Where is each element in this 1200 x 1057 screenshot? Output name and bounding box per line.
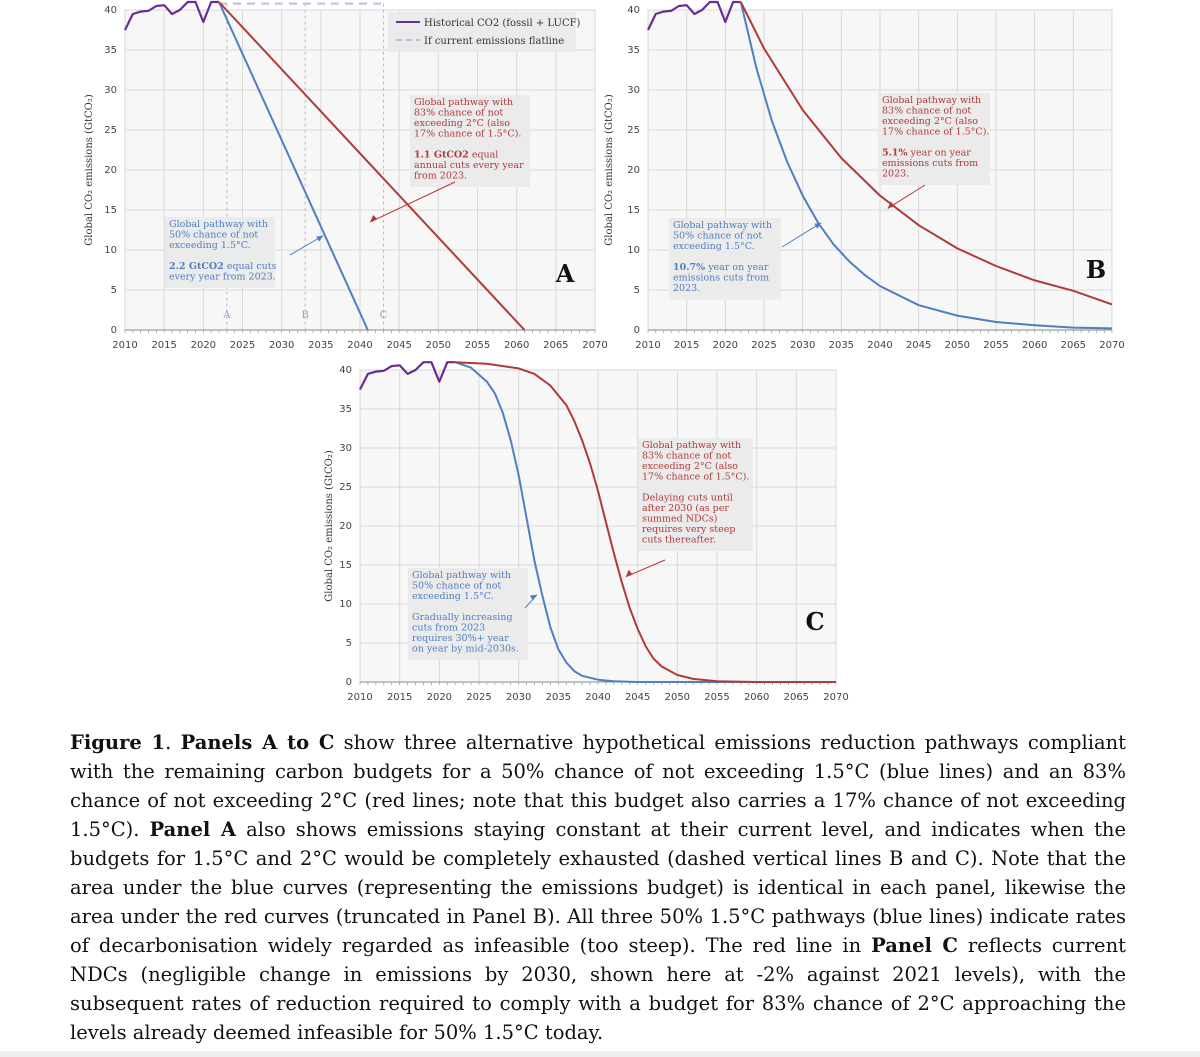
- y-tick-label: 0: [345, 677, 352, 688]
- y-tick-label: 35: [104, 45, 117, 56]
- annotation-2c-text: exceeding 2°C (also: [414, 118, 510, 129]
- annotation-2c-detail: summed NDCs): [642, 513, 718, 525]
- caption-panels-label: Panels A to C: [180, 731, 335, 754]
- annotation-1p5c-detail: emissions cuts from: [673, 272, 770, 284]
- x-tick-label: 2025: [466, 692, 492, 703]
- y-tick-label: 5: [110, 285, 117, 296]
- x-tick-label: 2070: [823, 692, 849, 703]
- annotation-2c-detail: cuts thereafter.: [642, 534, 717, 546]
- annotation-2c-detail: after 2030 (as per: [642, 503, 729, 514]
- y-tick-label: 35: [627, 45, 640, 56]
- panel-label: A: [555, 259, 575, 288]
- x-tick-label: 2045: [624, 692, 651, 703]
- budget-marker-label: C: [379, 310, 388, 321]
- annotation-1p5c-detail: on year by mid-2030s.: [412, 643, 519, 655]
- annotation-1p5c-detail: every year from 2023.: [169, 271, 276, 283]
- annotation-1p5c-detail: cuts from 2023: [412, 622, 486, 634]
- caption-figure-label: Figure 1: [70, 731, 166, 754]
- annotation-2c-detail-text: equal: [468, 149, 499, 161]
- x-tick-label: 2055: [464, 340, 491, 351]
- annotation-2c-detail: 2023.: [882, 168, 910, 180]
- annotation-2c-detail: [414, 150, 498, 161]
- annotation-2c-text: 17% chance of 1.5°C).: [642, 471, 750, 483]
- annotation-2c-detail: emissions cuts from: [882, 158, 979, 169]
- annotation-1p5c-text: 50% chance of not: [169, 229, 259, 241]
- y-tick-label: 30: [104, 85, 117, 96]
- y-axis-label: Global CO₂ emissions (GtCO₂): [324, 450, 335, 602]
- x-tick-label: 2015: [386, 692, 413, 703]
- annotation-1p5c-detail: 2023.: [673, 283, 701, 294]
- annotation-2c-detail: annual cuts every year: [414, 160, 524, 171]
- x-tick-label: 2010: [635, 340, 661, 351]
- annotation-2c-text: Global pathway with: [414, 97, 514, 108]
- panel-b-chart: [600, 0, 1140, 360]
- x-tick-label: 2070: [582, 340, 608, 351]
- x-tick-label: 2030: [789, 340, 816, 351]
- legend-historical-label: Historical CO2 (fossil + LUCF): [424, 18, 581, 29]
- y-tick-label: 25: [627, 125, 640, 136]
- x-tick-label: 2050: [944, 340, 971, 351]
- budget-marker-label: A: [223, 310, 231, 321]
- annotation-1p5c-text: 50% chance of not: [673, 230, 763, 242]
- annotation-1p5c-text: exceeding 1.5°C.: [169, 240, 251, 251]
- x-tick-label: 2035: [545, 692, 572, 703]
- x-tick-label: 2060: [1021, 340, 1048, 351]
- caption-text: reflects current NDCs (negligible change in emissions by 2030, shown here at -2% against 2021 levels), with the subsequent rates of reduction required to comply with a budget for 83% chance of 2°C approaching the levels already deemed infeasible for 50% 1.5°C today.: [70, 934, 1126, 1044]
- x-tick-label: 2040: [347, 340, 373, 351]
- x-tick-label: 2030: [268, 340, 295, 351]
- annotation-1p5c-detail-bold: 10.7%: [673, 262, 706, 273]
- y-axis-label: Global CO₂ emissions (GtCO₂): [84, 94, 95, 246]
- annotation-2c-text: exceeding 2°C (also: [642, 461, 738, 472]
- x-tick-label: 2045: [905, 340, 932, 351]
- panel-c-chart: [320, 360, 860, 720]
- x-tick-label: 2030: [505, 692, 532, 703]
- x-tick-label: 2055: [983, 340, 1009, 351]
- annotation-2c-text: 17% chance of 1.5°C).: [414, 128, 522, 140]
- y-tick-label: 35: [339, 404, 352, 415]
- y-tick-label: 15: [627, 205, 640, 216]
- y-tick-label: 15: [339, 560, 352, 571]
- x-tick-label: 2065: [543, 340, 569, 351]
- annotation-2c-text: 17% chance of 1.5°C).: [882, 126, 990, 138]
- annotation-1p5c-detail: [169, 261, 277, 272]
- x-tick-label: 2035: [308, 340, 334, 351]
- annotation-2c-text: 83% chance of not: [414, 107, 504, 119]
- caption-text: .: [165, 731, 181, 754]
- budget-marker-label: B: [301, 310, 309, 321]
- caption-panel-c-label: Panel C: [871, 934, 958, 957]
- x-tick-label: 2065: [783, 692, 810, 703]
- y-tick-label: 0: [633, 325, 640, 336]
- x-tick-label: 2060: [743, 692, 770, 703]
- x-tick-label: 2055: [704, 692, 730, 703]
- annotation-2c-detail: from 2023.: [414, 170, 468, 182]
- annotation-2c-text: Global pathway with: [642, 440, 742, 451]
- y-tick-label: 5: [345, 638, 352, 649]
- x-tick-label: 2035: [828, 340, 855, 351]
- annotation-1p5c-detail: requires 30%+ year: [412, 633, 509, 644]
- annotation-2c-detail: requires very steep: [642, 524, 736, 535]
- x-tick-label: 2015: [673, 340, 700, 351]
- y-tick-label: 20: [627, 165, 640, 176]
- y-tick-label: 5: [633, 285, 640, 296]
- x-tick-label: 2045: [386, 340, 412, 351]
- annotation-2c-detail-bold: 5.1%: [882, 147, 908, 159]
- x-tick-label: 2070: [1099, 340, 1125, 351]
- y-tick-label: 25: [339, 482, 352, 493]
- y-tick-label: 20: [104, 165, 117, 176]
- y-axis-label: Global CO₂ emissions (GtCO₂): [604, 94, 615, 246]
- y-tick-label: 40: [627, 5, 640, 16]
- x-tick-label: 2050: [664, 692, 691, 703]
- y-tick-label: 10: [104, 245, 117, 256]
- y-tick-label: 40: [339, 365, 352, 376]
- annotation-1p5c-detail-text: equal cuts: [223, 261, 277, 272]
- annotation-1p5c-text: Global pathway with: [673, 220, 773, 231]
- annotation-1p5c-text: Global pathway with: [412, 570, 512, 581]
- annotation-2c-text: Global pathway with: [882, 95, 982, 106]
- x-tick-label: 2015: [151, 340, 177, 351]
- legend-flatline-label: If current emissions flatline: [424, 36, 565, 47]
- y-tick-label: 20: [339, 521, 352, 532]
- y-tick-label: 25: [104, 125, 117, 136]
- annotation-1p5c-text: exceeding 1.5°C.: [412, 591, 494, 602]
- annotation-1p5c-detail: Gradually increasing: [412, 612, 513, 623]
- figure-caption: [70, 728, 1126, 1047]
- y-tick-label: 30: [339, 443, 352, 454]
- panel-label: C: [805, 607, 825, 636]
- x-tick-label: 2020: [712, 340, 739, 351]
- annotation-1p5c-detail-text: year on year: [705, 262, 769, 273]
- x-tick-label: 2040: [585, 692, 611, 703]
- annotation-2c-text: 83% chance of not: [642, 450, 732, 462]
- panel-label: B: [1085, 255, 1107, 284]
- x-tick-label: 2040: [867, 340, 893, 351]
- page-bottom-edge: [0, 1051, 1200, 1057]
- annotation-2c-text: 83% chance of not: [882, 105, 972, 117]
- y-tick-label: 10: [627, 245, 640, 256]
- x-tick-label: 2020: [190, 340, 217, 351]
- panel-a-chart: [80, 0, 608, 360]
- x-tick-label: 2020: [426, 692, 453, 703]
- y-tick-label: 15: [104, 205, 117, 216]
- annotation-2c-text: exceeding 2°C (also: [882, 116, 978, 127]
- caption-text: also shows emissions staying constant at their current level, and indicates when the budgets for 1.5°C and 2°C would be completely exhausted (dashed vertical lines B and C). Note that the area under the blue curves (representing the emissions budget) is identical in each panel, likewise the area under the red curves (truncated in Panel B). All three 50% 1.5°C pathways (blue lines) indicate rates of decarbonisation widely regarded as infeasible (too steep). The red line in: [70, 818, 1127, 957]
- y-tick-label: 40: [104, 5, 117, 16]
- annotation-2c-detail: Delaying cuts until: [642, 492, 733, 504]
- x-tick-label: 2060: [503, 340, 530, 351]
- y-tick-label: 30: [627, 85, 640, 96]
- annotation-1p5c-text: 50% chance of not: [412, 580, 502, 592]
- x-tick-label: 2025: [751, 340, 777, 351]
- x-tick-label: 2050: [425, 340, 452, 351]
- annotation-1p5c-text: exceeding 1.5°C.: [673, 241, 755, 252]
- annotation-1p5c-detail-bold: 2.2 GtCO2: [169, 261, 224, 272]
- caption-panel-a-label: Panel A: [149, 818, 237, 841]
- caption-text: show three alternative hypothetical emissions reduction pathways compliant with the remaining carbon budgets for a 50% chance of not exceeding 1.5°C (blue lines) and an 83% chance of not exceeding 2°C (red lines; note that this budget also carries a 17% chance of not exceeding 1.5°C).: [70, 731, 1126, 841]
- x-tick-label: 2010: [112, 340, 138, 351]
- x-tick-label: 2065: [1060, 340, 1087, 351]
- x-tick-label: 2025: [229, 340, 256, 351]
- annotation-1p5c-detail: [673, 262, 769, 273]
- annotation-2c-detail-bold: 1.1 GtCO2: [414, 149, 469, 161]
- y-tick-label: 0: [110, 325, 117, 336]
- annotation-2c-detail: [882, 148, 971, 159]
- annotation-1p5c-text: Global pathway with: [169, 219, 269, 230]
- annotation-2c-detail-text: year on year: [907, 147, 971, 159]
- y-tick-label: 10: [339, 599, 352, 610]
- x-tick-label: 2010: [347, 692, 373, 703]
